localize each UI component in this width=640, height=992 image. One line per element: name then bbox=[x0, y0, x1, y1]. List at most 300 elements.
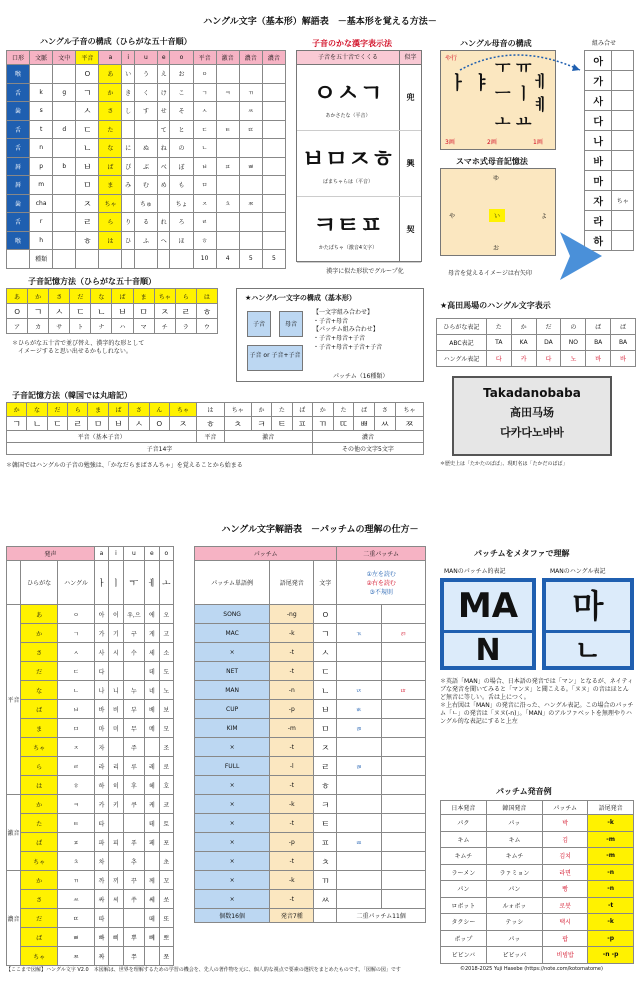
combo-header: 組み合せ bbox=[592, 40, 617, 47]
table-cell bbox=[314, 909, 337, 923]
table-header: 平音 bbox=[76, 51, 99, 65]
table-cell bbox=[216, 213, 239, 232]
table-cell: ね bbox=[158, 139, 170, 158]
table-cell: ㄴ bbox=[58, 681, 95, 700]
sign-kr: 다카다노바바 bbox=[500, 426, 564, 439]
vowel-table bbox=[6, 546, 174, 966]
table-cell: 喉 bbox=[7, 231, 30, 250]
bottom-title: ハングル文字解語表 －パッチムの理解の仕方－ bbox=[221, 525, 419, 535]
table-cell: ラァミョン bbox=[486, 864, 542, 881]
table-cell: 미 bbox=[109, 719, 123, 738]
table-row bbox=[7, 431, 424, 443]
kanji-caption: あかさたな（平音） bbox=[325, 113, 371, 119]
table-cell bbox=[99, 250, 122, 269]
takada-label: ABC表記 bbox=[437, 335, 487, 351]
combo-hangul: 나 bbox=[585, 131, 612, 151]
table-cell: お bbox=[170, 65, 193, 84]
table-cell bbox=[122, 120, 134, 139]
sign-cn: 高田马场 bbox=[510, 406, 554, 419]
table-cell: ぴ bbox=[122, 157, 134, 176]
table-cell: ㅍ bbox=[292, 417, 312, 431]
table-row bbox=[7, 547, 174, 561]
table-cell: -n bbox=[588, 881, 634, 898]
table-cell: × bbox=[195, 738, 270, 757]
table-row bbox=[195, 738, 426, 757]
table-cell: -t bbox=[270, 738, 314, 757]
table-cell: d bbox=[53, 120, 76, 139]
table-cell: BA bbox=[586, 335, 611, 351]
table-cell: g bbox=[53, 83, 76, 102]
table-cell: -m bbox=[588, 848, 634, 865]
table-row bbox=[7, 120, 286, 139]
table-header: i bbox=[122, 51, 134, 65]
table-row bbox=[195, 624, 426, 643]
table-cell: ㄷ bbox=[70, 304, 91, 319]
combo-hangul: 가 bbox=[585, 71, 612, 91]
table-cell: 씨 bbox=[109, 890, 123, 909]
metaphor-heading: パッチムをメタファで理解 bbox=[474, 549, 570, 558]
table-cell: 타 bbox=[94, 814, 108, 833]
table-cell: ㅊ bbox=[58, 852, 95, 871]
table-cell: れ bbox=[158, 213, 170, 232]
table-cell: -n bbox=[270, 681, 314, 700]
table-cell: 이 bbox=[109, 605, 123, 624]
kanji-footer: 漢字に似た形状でグループ化 bbox=[326, 268, 404, 275]
table-header: 平音 bbox=[193, 51, 216, 65]
combo-hangul: 아 bbox=[585, 51, 612, 71]
table-cell: 비 bbox=[109, 700, 123, 719]
table-cell: BA bbox=[611, 335, 636, 351]
table-header: a bbox=[94, 547, 108, 561]
table-cell: ちゃ bbox=[154, 289, 175, 304]
table-cell: ㄴ bbox=[193, 139, 216, 158]
table-cell: ば bbox=[108, 403, 128, 417]
table-cell: -p bbox=[270, 700, 314, 719]
table-cell bbox=[134, 250, 157, 269]
table-cell: ㄵ bbox=[337, 681, 381, 700]
table-row bbox=[7, 662, 174, 681]
table-cell bbox=[7, 561, 21, 605]
table-row bbox=[7, 250, 286, 269]
table-cell: テッシ bbox=[486, 914, 542, 931]
table-cell: 쿠 bbox=[123, 795, 145, 814]
table-cell: MAN bbox=[195, 681, 270, 700]
table-cell: 喉 bbox=[7, 65, 30, 84]
table-cell: 레 bbox=[145, 757, 159, 776]
sign-en: Takadanobaba bbox=[483, 386, 581, 400]
table-cell: ㅍ bbox=[58, 833, 95, 852]
table-cell: ㅈ bbox=[58, 738, 95, 757]
table-cell: か bbox=[21, 871, 58, 890]
table-cell: ㄷ bbox=[47, 417, 67, 431]
table-cell: -n -p bbox=[588, 947, 634, 964]
table-cell bbox=[216, 139, 239, 158]
metaphor-l1: MANのパッチム的表記 bbox=[444, 568, 506, 575]
table-cell bbox=[122, 194, 134, 213]
table-cell bbox=[381, 719, 425, 738]
table-cell: は bbox=[21, 776, 58, 795]
table-cell: 조 bbox=[159, 738, 173, 757]
table-cell: ㅋ bbox=[314, 795, 337, 814]
table-cell: キム bbox=[486, 831, 542, 848]
table-cell: 歯 bbox=[7, 102, 30, 121]
consonant-heading: ハングル子音の構成（ひらがな五十音順） bbox=[40, 37, 192, 46]
table-row bbox=[7, 795, 174, 814]
table-cell: t bbox=[30, 120, 53, 139]
table-cell: ㄹ bbox=[314, 757, 337, 776]
table-cell: -k bbox=[588, 914, 634, 931]
table-cell: さ bbox=[49, 289, 70, 304]
table-cell bbox=[53, 231, 76, 250]
table-header: 語尾発音 bbox=[270, 561, 314, 605]
table-cell: 뽀 bbox=[159, 928, 173, 947]
combo-hangul: 자 bbox=[585, 191, 612, 211]
table-cell: ㅂ bbox=[193, 157, 216, 176]
table-header: パッチム bbox=[195, 547, 337, 561]
table-cell: ト bbox=[70, 319, 91, 334]
table-cell: ㅋ bbox=[216, 83, 239, 102]
kanji-panel bbox=[296, 50, 422, 262]
table-cell: あ bbox=[99, 65, 122, 84]
table-row bbox=[195, 795, 426, 814]
rules-cell bbox=[337, 561, 426, 605]
table-cell: ㄷ bbox=[314, 662, 337, 681]
table-cell: ば bbox=[21, 928, 58, 947]
table-cell: か bbox=[21, 795, 58, 814]
sumaho-footer: 母音を覚えるイメージは右矢印 bbox=[448, 270, 532, 277]
table-cell: -n bbox=[588, 864, 634, 881]
table-cell: 다 bbox=[94, 662, 108, 681]
vowel-label-ya: や行 bbox=[445, 55, 458, 62]
table-cell bbox=[262, 65, 285, 84]
table-cell: 사 bbox=[94, 643, 108, 662]
kanji-col2: 似字 bbox=[399, 51, 421, 64]
dotted-arrow bbox=[440, 40, 590, 80]
table-cell: ㅈ bbox=[154, 304, 175, 319]
table-cell: 포 bbox=[159, 833, 173, 852]
table-cell: 비빔밥 bbox=[543, 947, 588, 964]
table-cell: と bbox=[170, 120, 193, 139]
table-cell: 주 bbox=[123, 738, 145, 757]
table-cell: 파 bbox=[94, 833, 108, 852]
table-cell: ㅆ bbox=[375, 417, 396, 431]
table-cell: 보 bbox=[159, 700, 173, 719]
table-cell: ㅁ bbox=[88, 417, 108, 431]
table-cell: ㄹ bbox=[68, 417, 88, 431]
table-cell: 子音14字 bbox=[7, 443, 313, 455]
memory-hiragana-table bbox=[6, 288, 218, 334]
table-cell: マ bbox=[133, 319, 154, 334]
kanji-glyph-cell bbox=[297, 131, 399, 196]
table-cell: ㄴ bbox=[76, 139, 99, 158]
table-row bbox=[7, 194, 286, 213]
table-cell: か bbox=[511, 319, 536, 335]
table-cell: 唇 bbox=[7, 157, 30, 176]
table-cell: サ bbox=[49, 319, 70, 334]
table-cell: ㅂ bbox=[112, 304, 133, 319]
table-cell: ぱ bbox=[292, 403, 312, 417]
table-cell: -p bbox=[270, 833, 314, 852]
table-row bbox=[585, 171, 634, 191]
table-cell: ㅏ bbox=[94, 561, 108, 605]
table-cell: な bbox=[91, 289, 112, 304]
table-cell: cha bbox=[30, 194, 53, 213]
table-cell: 바 bbox=[586, 351, 611, 367]
table-cell bbox=[381, 700, 425, 719]
table-cell: -k bbox=[588, 815, 634, 832]
table-cell: ひらがな bbox=[21, 561, 58, 605]
table-cell: -ng bbox=[270, 605, 314, 624]
table-cell: ピビッパ bbox=[486, 947, 542, 964]
rule-item: ②右を読む bbox=[366, 580, 396, 587]
table-cell: 게 bbox=[145, 624, 159, 643]
table-cell bbox=[145, 947, 159, 966]
table-cell: ㄱ bbox=[28, 304, 49, 319]
table-row bbox=[7, 738, 174, 757]
table-cell: た bbox=[333, 403, 354, 417]
table-cell: 초 bbox=[159, 852, 173, 871]
table-cell bbox=[239, 139, 262, 158]
table-cell: ほ bbox=[170, 231, 193, 250]
table-cell: -t bbox=[588, 897, 634, 914]
rule-item: ③不規則 bbox=[369, 589, 393, 596]
table-cell: た bbox=[272, 403, 292, 417]
kanji-char: 兜 bbox=[399, 65, 421, 130]
combo-sub bbox=[612, 91, 634, 111]
table-cell: ㄲ bbox=[314, 871, 337, 890]
table-cell: 4 bbox=[216, 250, 239, 269]
table-header: i bbox=[109, 547, 123, 561]
metaphor-k2: ㄴ bbox=[574, 634, 602, 667]
table-cell: ちょ bbox=[170, 194, 193, 213]
table-row bbox=[195, 871, 426, 890]
table-cell: く bbox=[134, 83, 157, 102]
table-cell: 5 bbox=[262, 250, 285, 269]
table-cell: 카 bbox=[511, 351, 536, 367]
table-cell: 激音 bbox=[224, 431, 312, 443]
table-cell: ㅈ bbox=[169, 417, 196, 431]
table-cell: SONG bbox=[195, 605, 270, 624]
table-cell bbox=[216, 231, 239, 250]
table-cell bbox=[145, 852, 159, 871]
table-cell bbox=[381, 605, 425, 624]
table-cell: 우,으 bbox=[123, 605, 145, 624]
table-cell: 아 bbox=[94, 605, 108, 624]
table-cell: ナ bbox=[91, 319, 112, 334]
table-cell: 오 bbox=[159, 605, 173, 624]
table-row bbox=[441, 897, 634, 914]
table-cell: ㅆ bbox=[239, 102, 262, 121]
table-cell: ㄱ bbox=[76, 83, 99, 102]
table-cell: だ bbox=[536, 319, 561, 335]
table-cell bbox=[381, 738, 425, 757]
table-cell bbox=[381, 833, 425, 852]
takada-heading: ★高田馬場のハングル文字表示 bbox=[440, 301, 551, 310]
table-cell: ㅊ bbox=[224, 417, 251, 431]
table-cell bbox=[53, 65, 76, 84]
table-cell bbox=[158, 194, 170, 213]
table-row bbox=[441, 864, 634, 881]
vowel-grid: ㅏ ㅑ ㅜ ㅠ ㅡ ㅣ ㅗ ㅛ ㅔ ㅖ や行 2画 3画 1画 bbox=[440, 50, 556, 150]
table-cell: r bbox=[30, 213, 53, 232]
table-cell bbox=[30, 65, 53, 84]
table-cell: × bbox=[195, 643, 270, 662]
table-cell: p bbox=[30, 157, 53, 176]
table-cell: 바 bbox=[94, 700, 108, 719]
table-row bbox=[7, 833, 174, 852]
table-row bbox=[195, 700, 426, 719]
table-cell: ちゃ bbox=[169, 403, 196, 417]
table-cell bbox=[381, 795, 425, 814]
combo-hangul: 라 bbox=[585, 211, 612, 231]
table-row bbox=[441, 947, 634, 964]
table-row bbox=[441, 881, 634, 898]
table-cell: か bbox=[28, 289, 49, 304]
table-cell: s bbox=[30, 102, 53, 121]
table-cell: ㅋ bbox=[58, 795, 95, 814]
table-cell: ㄱ bbox=[193, 83, 216, 102]
table-row bbox=[7, 443, 424, 455]
table-row bbox=[195, 814, 426, 833]
table-cell: ㅊ bbox=[216, 194, 239, 213]
table-row bbox=[437, 319, 636, 335]
combo-sub bbox=[612, 151, 634, 171]
footer-left: 【ここまで図解】ハングル文字 V2.0 本図解は、世界を理解するための学習の機会を、先人の著作物を元に、個人的な視点で要素の選択をまとめたものです。「図解の図」です bbox=[6, 967, 401, 973]
table-cell bbox=[109, 814, 123, 833]
table-cell: 따 bbox=[94, 909, 108, 928]
table-cell: × bbox=[195, 871, 270, 890]
table-cell bbox=[337, 643, 381, 662]
table-cell bbox=[109, 738, 123, 757]
table-row bbox=[7, 304, 218, 319]
kanji-glyph-cell bbox=[297, 65, 399, 130]
table-cell bbox=[262, 231, 285, 250]
station-sign bbox=[452, 376, 612, 456]
table-cell: さ bbox=[375, 403, 396, 417]
table-cell: パン bbox=[486, 881, 542, 898]
table-cell: 꼬 bbox=[159, 871, 173, 890]
table-cell: -t bbox=[270, 662, 314, 681]
structure-consonant-box: 子音 bbox=[247, 311, 271, 337]
metaphor-ma: MA bbox=[444, 582, 532, 633]
sumaho-right: よ bbox=[541, 213, 548, 220]
table-cell bbox=[109, 852, 123, 871]
table-cell: ば bbox=[354, 403, 375, 417]
table-cell: ぱ bbox=[21, 833, 58, 852]
table-cell: 코 bbox=[159, 795, 173, 814]
table-cell: 자 bbox=[94, 738, 108, 757]
table-cell: 추 bbox=[123, 852, 145, 871]
table-cell: 発音7種 bbox=[270, 909, 314, 923]
table-cell: -k bbox=[270, 871, 314, 890]
kanji-glyph-cell bbox=[297, 197, 399, 262]
table-cell: 네 bbox=[145, 681, 159, 700]
table-cell bbox=[337, 814, 381, 833]
table-header: パッチム単語例 bbox=[195, 561, 270, 605]
table-cell: -m bbox=[270, 719, 314, 738]
table-cell bbox=[239, 176, 262, 195]
table-cell: ㅜ bbox=[123, 561, 145, 605]
table-cell: ろ bbox=[170, 213, 193, 232]
table-cell: チ bbox=[154, 319, 175, 334]
table-cell: 헤 bbox=[145, 776, 159, 795]
table-cell: パク bbox=[441, 815, 487, 832]
table-cell bbox=[239, 213, 262, 232]
table-row bbox=[7, 928, 174, 947]
table-cell: n bbox=[30, 139, 53, 158]
table-cell: NET bbox=[195, 662, 270, 681]
table-cell: 쏘 bbox=[159, 890, 173, 909]
table-cell bbox=[7, 250, 30, 269]
table-cell: み bbox=[122, 176, 134, 195]
table-header: a bbox=[99, 51, 122, 65]
table-cell: 라 bbox=[94, 757, 108, 776]
table-cell bbox=[337, 776, 381, 795]
table-cell: か bbox=[21, 624, 58, 643]
table-cell: ㄷ bbox=[76, 120, 99, 139]
table-cell: ㅅ bbox=[58, 643, 95, 662]
table-cell: ㅇ bbox=[314, 605, 337, 624]
table-cell bbox=[216, 176, 239, 195]
table-cell bbox=[337, 662, 381, 681]
kanji-glyph: ㅇㅅㄱ bbox=[313, 79, 383, 107]
sumaho-grid bbox=[440, 168, 556, 256]
table-cell: ちゃ bbox=[21, 738, 58, 757]
kanji-sub-header: 子音を五十音でくくる bbox=[297, 51, 399, 64]
table-cell: あ bbox=[7, 289, 28, 304]
table-cell: CUP bbox=[195, 700, 270, 719]
table-cell: ア bbox=[7, 319, 28, 334]
combo-sub bbox=[612, 211, 634, 231]
table-cell: え bbox=[158, 65, 170, 84]
table-cell: ㅁ bbox=[133, 304, 154, 319]
table-cell bbox=[381, 776, 425, 795]
table-cell: ㅃ bbox=[354, 417, 375, 431]
table-row bbox=[195, 776, 426, 795]
table-cell: 삐 bbox=[109, 928, 123, 947]
table-row bbox=[7, 643, 174, 662]
table-cell: -t bbox=[270, 890, 314, 909]
table-cell: ば bbox=[112, 289, 133, 304]
table-cell: 기 bbox=[109, 624, 123, 643]
table-cell: ㄹ bbox=[175, 304, 196, 319]
table-cell: ㅌ bbox=[58, 814, 95, 833]
table-cell: ㅅ bbox=[314, 643, 337, 662]
kanji-glyph: ㅋㅌㅍ bbox=[313, 211, 383, 239]
table-cell: ㄿ bbox=[337, 833, 381, 852]
table-cell bbox=[262, 139, 285, 158]
table-row bbox=[585, 151, 634, 171]
table-cell: だ bbox=[47, 403, 67, 417]
table-cell: ㄱ bbox=[7, 417, 27, 431]
table-cell: す bbox=[134, 102, 157, 121]
examples-heading: パッチム発音例 bbox=[496, 787, 552, 796]
table-cell: ちゃ bbox=[21, 852, 58, 871]
table-cell: 도 bbox=[159, 662, 173, 681]
table-cell: ちゃ bbox=[395, 403, 423, 417]
table-cell: は bbox=[197, 403, 224, 417]
kanji-char: 契 bbox=[399, 197, 421, 262]
vowel-label-2kaku: 2画 bbox=[487, 139, 497, 146]
table-row bbox=[195, 890, 426, 909]
table-cell: ビビンバ bbox=[441, 947, 487, 964]
table-cell: ハ bbox=[112, 319, 133, 334]
table-row bbox=[7, 681, 174, 700]
table-header: 日本発音 bbox=[441, 801, 487, 815]
table-cell: 베 bbox=[145, 700, 159, 719]
table-row bbox=[7, 51, 286, 65]
metaphor-l2: MANのハングル表記 bbox=[550, 568, 606, 575]
